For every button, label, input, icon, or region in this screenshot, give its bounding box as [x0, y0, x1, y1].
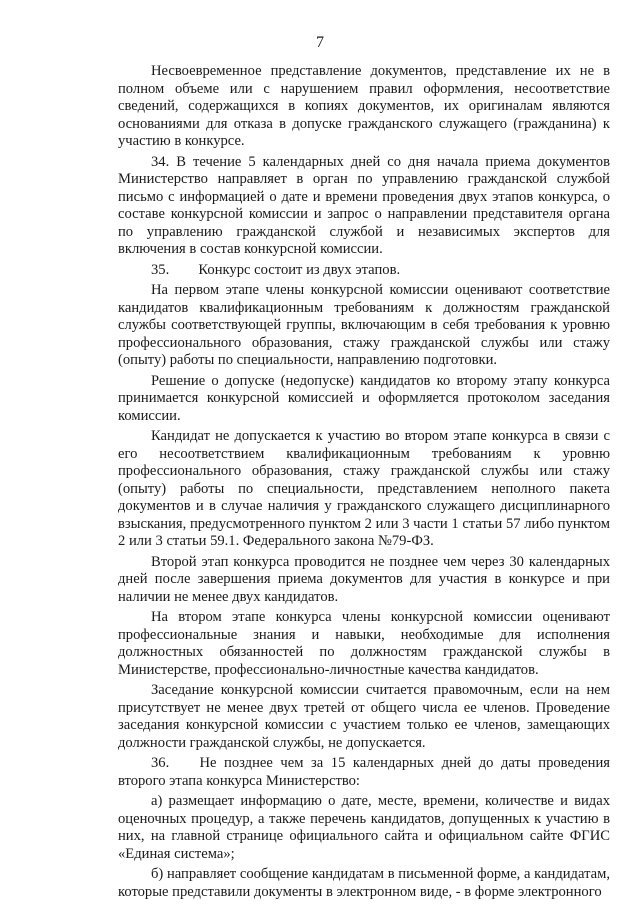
paragraph-grounds-for-refusal: Несвоевременное представление документов, представление их не в полном объеме или с нарушением правил оформления, несоответствие сведений, содержащихся в копиях документов, их оригиналам являются основаниями для отказа в допуске гражданского служащего (гражданина) к участию в конкурсе.: [118, 63, 610, 149]
paragraph-36: 36. Не позднее чем за 15 календарных дней до даты проведения второго этапа конкурса Министерство:: [118, 755, 614, 789]
paragraph-35: 35. Конкурс состоит из двух этапов.: [151, 261, 401, 278]
paragraph-non-admission: Кандидат не допускается к участию во втором этапе конкурса в связи с его несоответствием квалификационным требованиям к уровню профессионального образования, стажу гражданской службы или стажу (опыту) работы по специальности, представлением неполного пакета документов и в случае наличия у гражданского служащего дисциплинарного взыскания, предусмотренного пунктом 2 или 3 части 1 статьи 57 либо пунктом 2 или 3 статьи 59.1. Федерального закона №79-ФЗ.: [118, 428, 610, 549]
paragraph-34: 34. В течение 5 календарных дней со дня начала приема документов Министерство направляет в орган по управлению гражданской службой письмо с информацией о дате и времени проведения двух этапов конкурса, о составе конкурсной комиссии и запрос о направлении представителя органа по управлению гражданской службой и независимых экспертов для включения в состав конкурсной комиссии.: [118, 153, 610, 257]
paragraph-first-stage: На первом этапе члены конкурсной комиссии оценивают соответствие кандидатов квалификационным требованиям к должностям гражданской службы соответствующей группы, включающим в себя требования к уровню профессионального образования, стажу гражданской службы или стажу (опыту) работы по специальности, направлению подготовки.: [118, 282, 610, 368]
paragraph-second-stage-timing: Второй этап конкурса проводится не позднее чем через 30 календарных дней после завершения приема документов для участия в конкурсе и при наличии не менее двух кандидатов.: [118, 553, 610, 605]
paragraph-second-stage-evaluation: На втором этапе конкурса члены конкурсной комиссии оценивают профессиональные знания и навыки, необходимые для исполнения должностных обязанностей по должностям гражданской службы в Министерстве, профессионально-личностные качества кандидатов.: [118, 609, 610, 678]
document-body: [118, 63, 614, 901]
paragraph-36-a: а) размещает информацию о дате, месте, времени, количестве и видах оценочных процедур, а также перечень кандидатов, допущенных к участию в них, на главной странице официального сайта и официальном сайте ФГИС «Единая система»;: [118, 793, 610, 862]
page-number: 7: [316, 34, 324, 51]
paragraph-36-b: б) направляет сообщение кандидатам в письменной форме, а кандидатам, которые представили документы в электронном виде, - в форме электронного: [118, 866, 610, 900]
paragraph-quorum: Заседание конкурсной комиссии считается правомочным, если на нем присутствует не менее двух третей от общего числа ее членов. Проведение заседания конкурсной комиссии с участием только ее членов, замещающих должности гражданской службы, не допускается.: [118, 682, 610, 751]
paragraph-admission-decision: Решение о допуске (недопуске) кандидатов ко второму этапу конкурса принимается конкурсной комиссией и оформляется протоколом заседания комиссии.: [118, 372, 610, 424]
